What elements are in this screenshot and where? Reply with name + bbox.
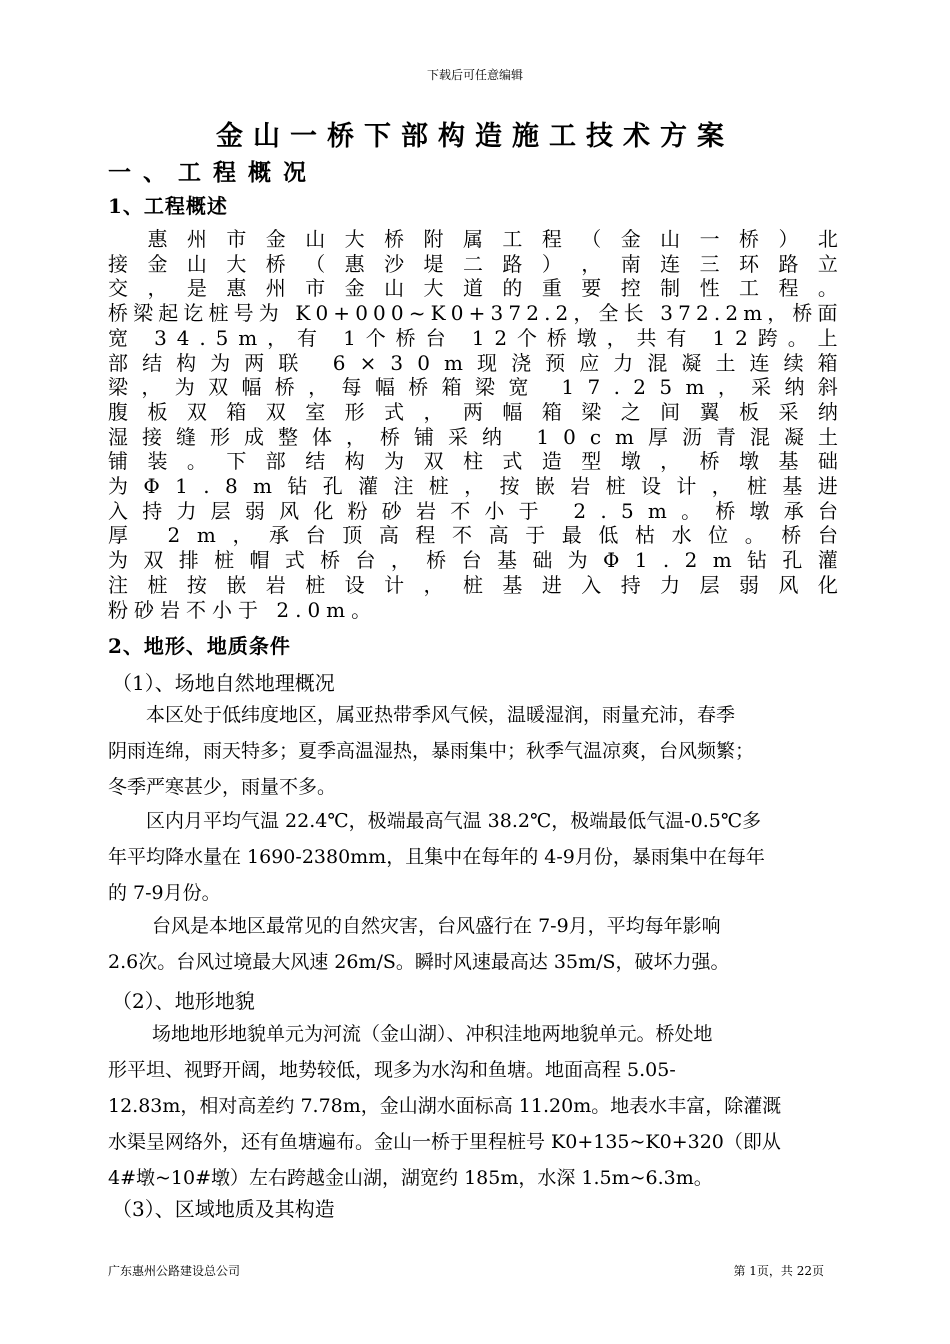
- paragraph-line: 水渠呈网络外，还有鱼塘遍布。金山一桥于里程桩号 K0+135~K0+320（即从: [108, 1131, 781, 1153]
- section-heading-overview: 一、工程概况: [108, 159, 318, 186]
- paragraph-line: 冬季严寒甚少，雨量不多。: [108, 776, 337, 798]
- overview-line: 宽 3 4 . 5 m ， 有 1 个 桥 台 1 2 个 桥 墩 ， 共 有 1 2 跨 。 上: [108, 325, 838, 350]
- sub-heading-landform: （2）、地形地貌: [112, 989, 255, 1013]
- header-note: 下载后可任意编辑: [426, 68, 523, 82]
- overview-line: 腹 板 双 箱 双 室 形 式 ， 两 幅 箱 梁 之 间 翼 板 采 纳: [108, 399, 838, 424]
- paragraph-line: 场地地形地貌单元为河流（金山湖）、冲积洼地两地貌单元。桥处地: [108, 1023, 713, 1045]
- typhoon-paragraph: [108, 908, 856, 980]
- climate-paragraph: [108, 697, 856, 805]
- temperature-paragraph: [108, 803, 856, 911]
- paragraph-line: 年平均降水量在 1690-2380mm，且集中在每年的 4-9月份，暴雨集中在每年: [108, 846, 765, 868]
- overview-line: 湿 接 缝 形 成 整 体 ， 桥 铺 采 纳 1 0 c m 厚 沥 青 混 凝 土: [108, 424, 838, 449]
- sub-heading-natural-geography: （1）、场地自然地理概况: [112, 671, 335, 695]
- overview-line: 梁 ， 为 双 幅 桥 ， 每 幅 桥 箱 梁 宽 1 7 . 2 5 m ， 采 纳 斜: [108, 375, 838, 400]
- overview-line: 桥 梁 起 讫 桩 号 为 K 0 + 0 0 0 ~ K 0 + 3 7 2 . 2 ， 全 长 3 7 2 . 2 m ， 桥 面: [108, 301, 838, 326]
- overview-line: 交 ， 是 惠 州 市 金 山 大 道 的 重 要 控 制 性 工 程 。: [108, 276, 838, 301]
- paragraph-line: 4#墩~10#墩）左右跨越金山湖，湖宽约 185m，水深 1.5m~6.3m。: [108, 1167, 713, 1189]
- subsection-heading-terrain: 2、地形、地质条件: [108, 634, 291, 658]
- paragraph-line: 12.83m，相对高差约 7.78m，金山湖水面标高 11.20m。地表水丰富，除灌溉: [108, 1095, 782, 1117]
- sub-heading-regional-geology: （3）、区域地质及其构造: [112, 1197, 335, 1221]
- footer-page-number: 第 1页，共 22页: [733, 1264, 824, 1278]
- footer-company: 广东惠州公路建设总公司: [108, 1264, 241, 1278]
- overview-line: 为 Φ 1 . 8 m 钻 孔 灌 注 桩 ， 按 嵌 岩 桩 设 计 ， 桩 基 进: [108, 474, 838, 499]
- paragraph-line: 本区处于低纬度地区，属亚热带季风气候，温暖湿润，雨量充沛，春季: [108, 704, 736, 726]
- overview-line: 部 结 构 为 两 联 6 × 3 0 m 现 浇 预 应 力 混 凝 土 连 续 箱: [108, 350, 838, 375]
- overview-line: 为 双 排 桩 帽 式 桥 台 ， 桥 台 基 础 为 Φ 1 . 2 m 钻 孔 灌: [108, 548, 838, 573]
- overview-line: 粉砂岩不小于 2.0m。: [108, 597, 378, 622]
- paragraph-line: 形平坦、视野开阔，地势较低，现多为水沟和鱼塘。地面高程 5.05-: [108, 1059, 676, 1081]
- document-title: 金山一桥下部构造施工技术方案: [216, 121, 734, 152]
- overview-line: 入 持 力 层 弱 风 化 粉 砂 岩 不 小 于 2 . 5 m 。 桥 墩 承 台: [108, 498, 838, 523]
- paragraph-line: 台风是本地区最常见的自然灾害，台风盛行在 7-9月，平均每年影响: [108, 915, 721, 937]
- overview-line: 接 金 山 大 桥 （ 惠 沙 堤 二 路 ） ， 南 连 三 环 路 立: [108, 251, 838, 276]
- subsection-heading-project-overview: 1、工程概述: [108, 194, 228, 218]
- paragraph-line: 2.6次。台风过境最大风速 26m/S。瞬时风速最高达 35m/S，破坏力强。: [108, 951, 730, 973]
- overview-paragraph: [108, 227, 838, 622]
- landform-paragraph: [108, 1016, 856, 1196]
- paragraph-line: 区内月平均气温 22.4℃，极端最高气温 38.2℃，极端最低气温-0.5℃多: [108, 810, 762, 832]
- overview-line: 厚 2 m ， 承 台 顶 高 程 不 高 于 最 低 枯 水 位 。 桥 台: [108, 523, 838, 548]
- paragraph-line: 的 7-9月份。: [108, 882, 221, 904]
- overview-line: 惠 州 市 金 山 大 桥 附 属 工 程 （ 金 山 一 桥 ） 北: [147, 227, 838, 251]
- overview-line: 注 桩 按 嵌 岩 桩 设 计 ， 桩 基 进 入 持 力 层 弱 风 化: [108, 572, 838, 597]
- overview-line: 铺 装 。 下 部 结 构 为 双 柱 式 造 型 墩 ， 桥 墩 基 础: [108, 449, 838, 474]
- paragraph-line: 阴雨连绵，雨天特多；夏季高温湿热，暴雨集中；秋季气温凉爽，台风频繁；: [108, 740, 755, 762]
